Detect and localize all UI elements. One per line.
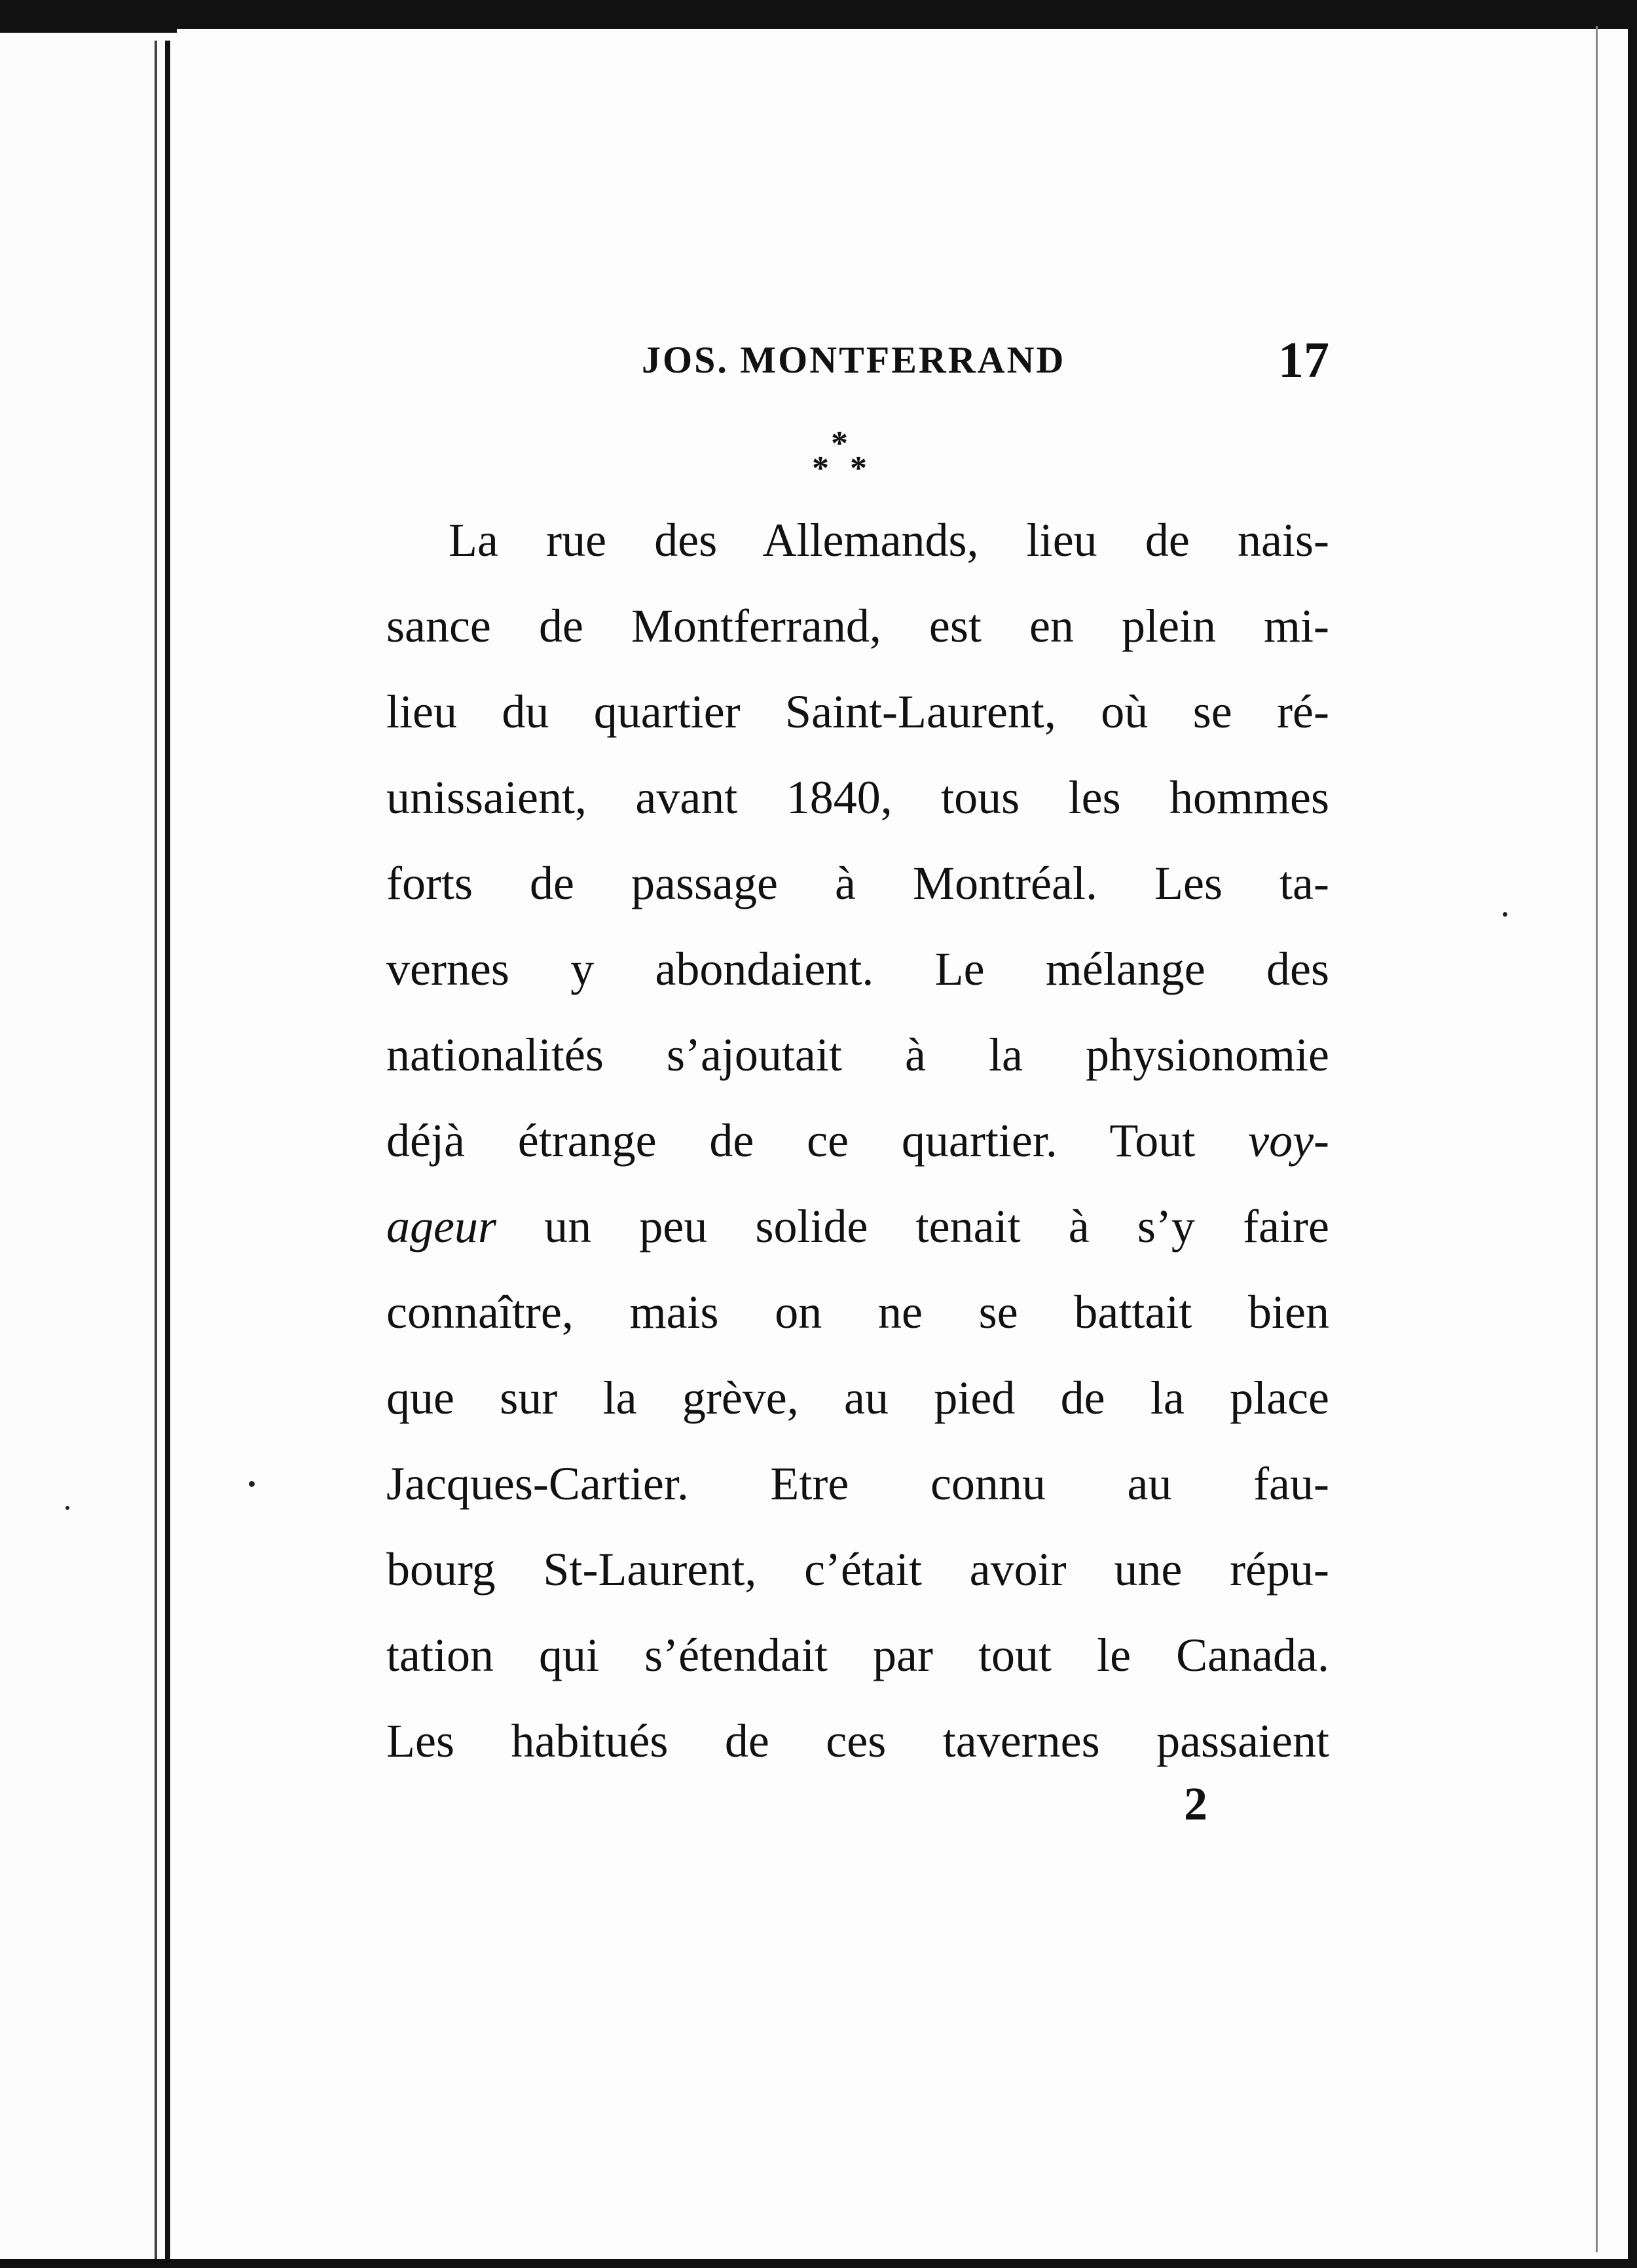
text-line: Jacques-Cartier. Etre connu au fau- [386,1457,1329,1510]
text-line: tation qui s’étendait par tout le Canada. [386,1629,1329,1681]
text-line: La rue des Allemands, lieu de nais- [449,514,1329,566]
scan-speck [249,1481,255,1487]
running-title: JOS. MONTFERRAND [642,338,1066,381]
asterism-star: * [831,425,848,462]
text-line: Les habitués de ces tavernes passaient [386,1715,1329,1767]
page-number: 17 [1278,331,1329,388]
text-line [386,1184,1329,1270]
text-line: bourg St-Laurent, c’était avoir une répu- [386,1543,1329,1596]
scan-border-bottom [0,2259,1637,2268]
scan-speck [65,1506,69,1510]
scan-speck [1503,912,1507,917]
text-line: unissaient, avant 1840, tous les hommes [386,771,1329,824]
body-paragraph [386,498,1329,1784]
text-line: forts de passage à Montréal. Les ta- [386,857,1329,909]
scan-border-right [1628,0,1637,2268]
text-segment: un peu solide tenait à s’y faire [544,1200,1329,1253]
italic-word: ageur [386,1200,496,1253]
facing-page-edge [0,41,170,2268]
text-line: vernes y abondaient. Le mélange des [386,943,1329,995]
text-line: nationalités s’ajoutait à la physionomie [386,1029,1329,1081]
running-head [386,331,1329,388]
text-line [386,1098,1329,1184]
italic-word: voy- [1248,1114,1330,1167]
asterism-star: * [850,450,867,487]
asterism-star: * [812,450,829,487]
text-segment: déjà étrange de ce quartier. Tout [386,1114,1196,1167]
text-line: sance de Montferrand, est en plein mi- [386,600,1329,652]
scan-border-top-left [0,0,177,33]
page-edge-line [1596,26,1598,2252]
text-line: lieu du quartier Saint-Laurent, où se ré- [386,686,1329,738]
text-line: connaître, mais on ne se battait bien [386,1286,1329,1338]
scan-border-top [169,0,1637,29]
text-line: que sur la grève, au pied de la place [386,1372,1329,1424]
signature-mark: 2 [1184,1778,1207,1830]
asterism-ornament [812,427,871,486]
